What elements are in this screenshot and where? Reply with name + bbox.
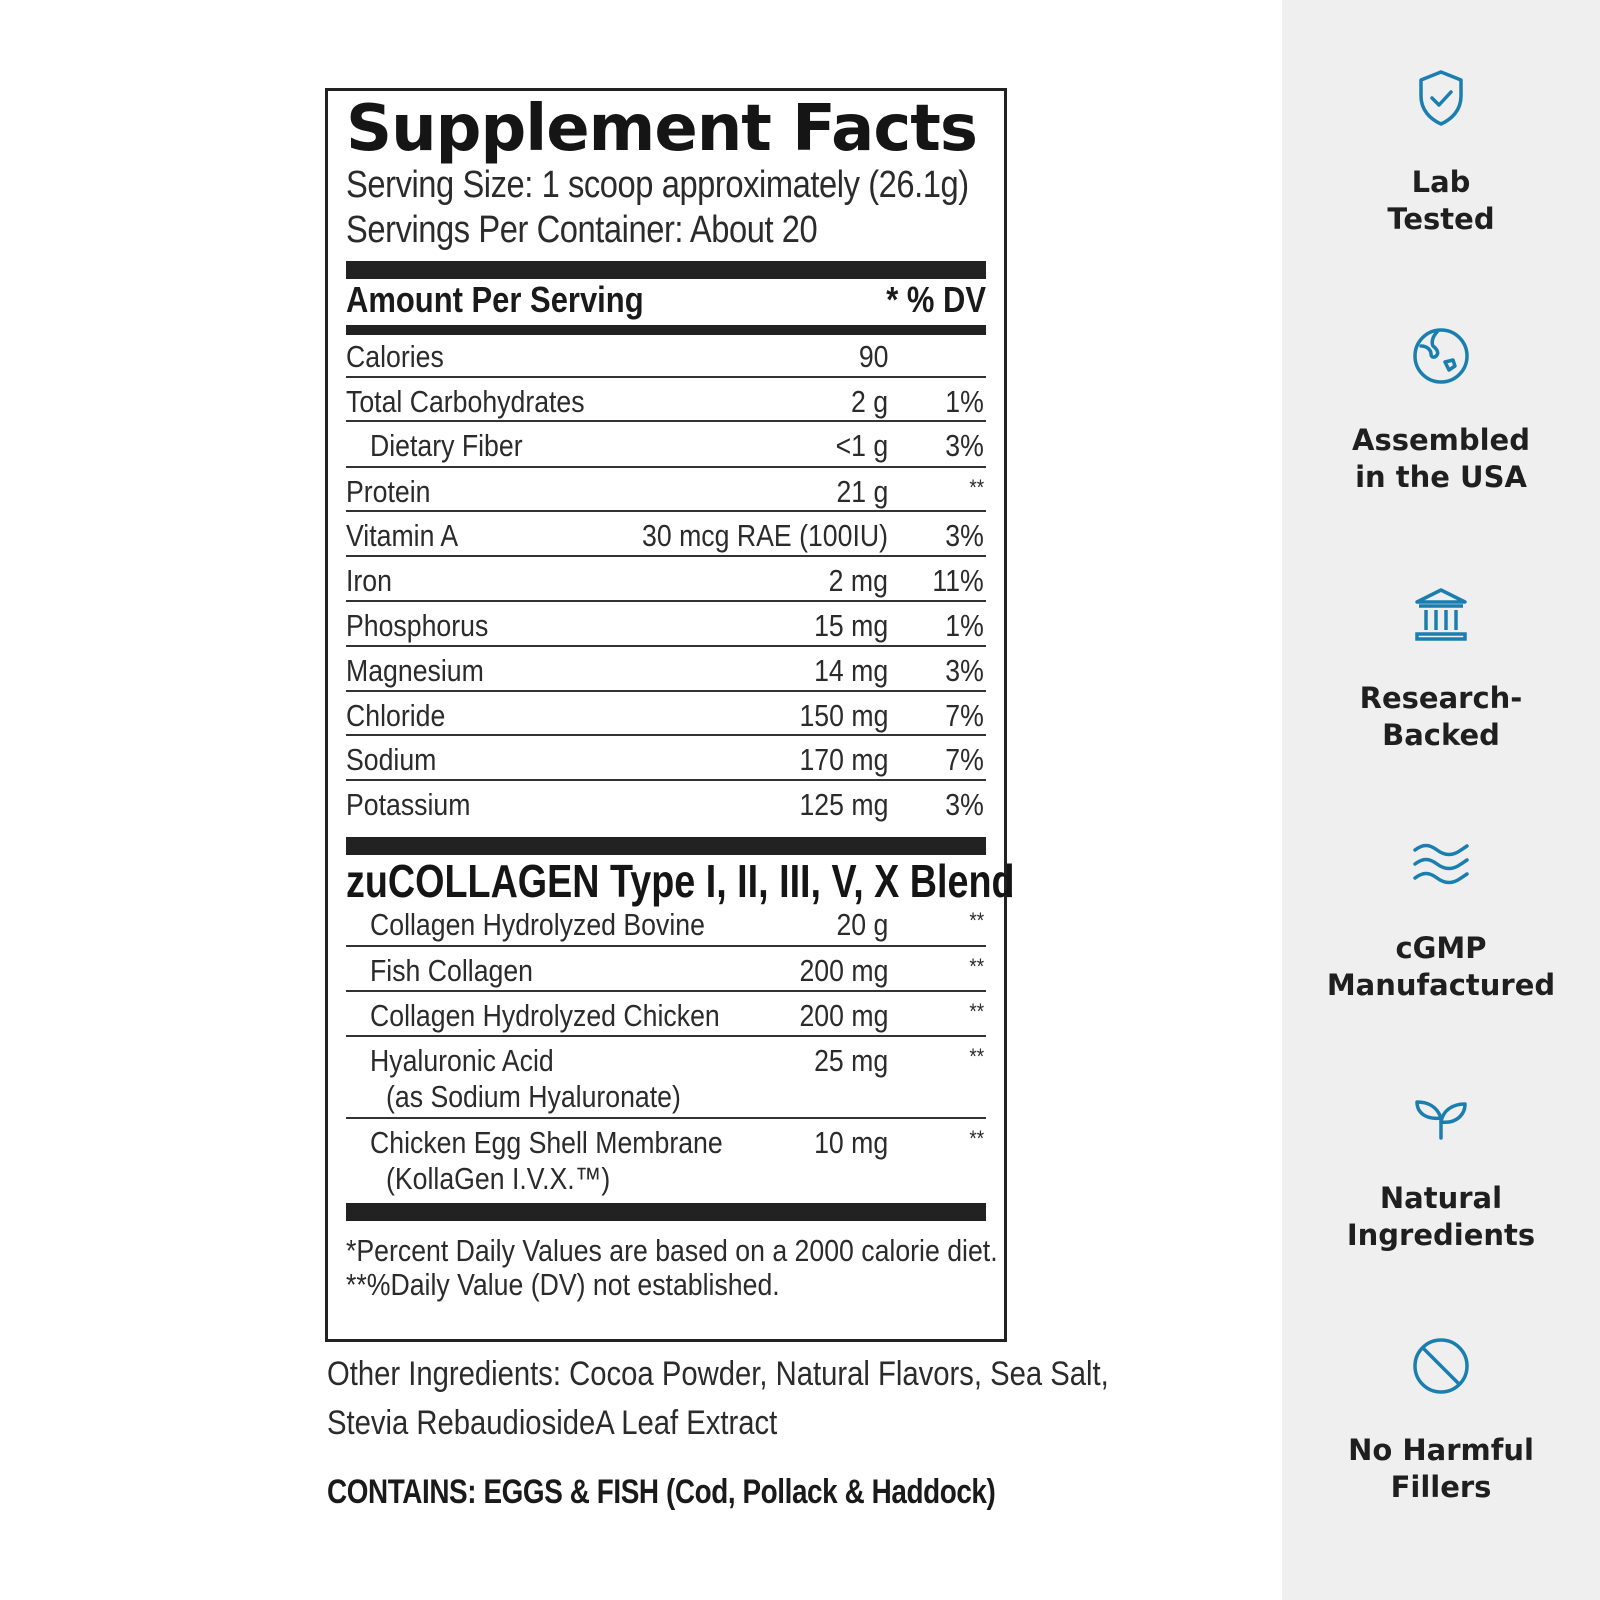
row-name: Hyaluronic Acid: [370, 1043, 554, 1078]
row-amount: 200 mg: [799, 998, 888, 1033]
row-amount: 125 mg: [799, 787, 888, 822]
table-row: [346, 781, 986, 825]
badge-label: Research- Backed: [1359, 681, 1523, 752]
row-name: Calories: [346, 339, 444, 374]
row-subname: (KollaGen I.V.X.™): [386, 1161, 611, 1196]
shield-check-icon: [1409, 66, 1473, 130]
thick-divider: [346, 1203, 986, 1221]
row-daily-value: **: [969, 954, 984, 979]
row-amount: 20 g: [836, 907, 888, 942]
table-row: [346, 1119, 986, 1201]
table-row: [346, 692, 986, 736]
row-daily-value: 7%: [945, 698, 984, 733]
badge-no-fillers: [1282, 1334, 1600, 1506]
row-amount: 14 mg: [813, 653, 888, 688]
row-name: Phosphorus: [346, 608, 489, 643]
row-amount: 90: [858, 339, 888, 374]
row-daily-value: 1%: [945, 608, 984, 643]
badge-lab-tested: [1282, 66, 1600, 238]
row-daily-value: 7%: [945, 742, 984, 777]
row-subname: (as Sodium Hyaluronate): [386, 1079, 681, 1114]
row-amount: 2 mg: [828, 563, 888, 598]
badge-cgmp: [1282, 832, 1600, 1004]
table-row: [346, 736, 986, 781]
row-name: Dietary Fiber: [370, 428, 523, 463]
other-ingredients-line-2: Stevia RebaudiosideA Leaf Extract: [327, 1404, 778, 1442]
badge-label: Lab Tested: [1387, 165, 1495, 236]
badge-research-backed: [1282, 582, 1600, 754]
row-daily-value: **: [969, 999, 984, 1024]
row-daily-value: **: [969, 1126, 984, 1151]
row-amount: 25 mg: [813, 1043, 888, 1078]
badge-assembled-usa: [1282, 324, 1600, 496]
row-daily-value: **: [969, 908, 984, 933]
facts-title: Supplement Facts: [346, 92, 977, 166]
benefits-sidebar: [1282, 0, 1600, 1600]
supplement-facts-panel: [325, 88, 1015, 1342]
table-row: [346, 512, 986, 557]
row-name: Vitamin A: [346, 518, 459, 553]
blend-title: zuCOLLAGEN Type I, II, III, V, X Blend: [346, 855, 1015, 907]
badge-label: Assembled in the USA: [1352, 423, 1530, 494]
row-name: Protein: [346, 474, 431, 509]
institution-icon: [1409, 582, 1473, 646]
row-amount: 150 mg: [799, 698, 888, 733]
table-row: [346, 557, 986, 602]
row-amount: 200 mg: [799, 953, 888, 988]
row-name: Total Carbohydrates: [346, 384, 585, 419]
dv-header: * % DV: [886, 279, 986, 320]
table-row: [346, 647, 986, 692]
table-row: [346, 333, 986, 378]
row-name: Magnesium: [346, 653, 484, 688]
row-name: Chicken Egg Shell Membrane: [370, 1125, 723, 1160]
row-name: Collagen Hydrolyzed Bovine: [370, 907, 705, 942]
badge-label: cGMP Manufactured: [1326, 931, 1556, 1002]
other-ingredients-line-1: Other Ingredients: Cocoa Powder, Natural Flavors, Sea Salt,: [327, 1355, 1109, 1393]
globe-icon: [1409, 324, 1473, 388]
row-amount: 2 g: [850, 384, 888, 419]
footnote-not-established: **%Daily Value (DV) not established.: [346, 1267, 780, 1302]
row-amount: 10 mg: [813, 1125, 888, 1160]
servings-per-container: Servings Per Container: About 20: [346, 209, 818, 251]
row-name: Fish Collagen: [370, 953, 534, 988]
row-name: Chloride: [346, 698, 446, 733]
row-name: Iron: [346, 563, 392, 598]
table-row: [346, 468, 986, 512]
row-daily-value: 3%: [945, 518, 984, 553]
table-row: [346, 947, 986, 992]
serving-size: Serving Size: 1 scoop approximately (26.1g): [346, 164, 969, 206]
row-daily-value: **: [969, 475, 984, 500]
allergen-statement: CONTAINS: EGGS & FISH (Cod, Pollack & Haddock): [327, 1473, 996, 1511]
badge-label: No Harmful Fillers: [1348, 1433, 1534, 1504]
row-daily-value: 11%: [932, 563, 984, 598]
row-name: Potassium: [346, 787, 471, 822]
row-amount: 30 mcg RAE (100IU): [642, 518, 888, 553]
badge-label: Natural Ingredients: [1346, 1181, 1536, 1252]
amount-per-serving-header: [346, 277, 986, 323]
row-daily-value: 3%: [945, 428, 984, 463]
row-name: Sodium: [346, 742, 437, 777]
table-row: [346, 602, 986, 647]
row-daily-value: 1%: [945, 384, 984, 419]
waves-icon: [1409, 832, 1473, 896]
row-daily-value: **: [969, 1044, 984, 1069]
row-daily-value: 3%: [945, 653, 984, 688]
row-name: Collagen Hydrolyzed Chicken: [370, 998, 720, 1033]
row-amount: 170 mg: [799, 742, 888, 777]
sprout-icon: [1409, 1082, 1473, 1146]
table-row: [346, 992, 986, 1037]
prohibited-icon: [1409, 1334, 1473, 1398]
table-row: [346, 422, 986, 468]
badge-natural: [1282, 1082, 1600, 1254]
row-daily-value: 3%: [945, 787, 984, 822]
table-row: [346, 901, 986, 947]
footnote-dv: *Percent Daily Values are based on a 2000 calorie diet.: [346, 1233, 998, 1268]
row-amount: <1 g: [835, 428, 888, 463]
amount-per-serving-label: Amount Per Serving: [346, 279, 644, 320]
table-row: [346, 378, 986, 422]
row-amount: 21 g: [836, 474, 888, 509]
row-amount: 15 mg: [813, 608, 888, 643]
table-row: [346, 1037, 986, 1119]
